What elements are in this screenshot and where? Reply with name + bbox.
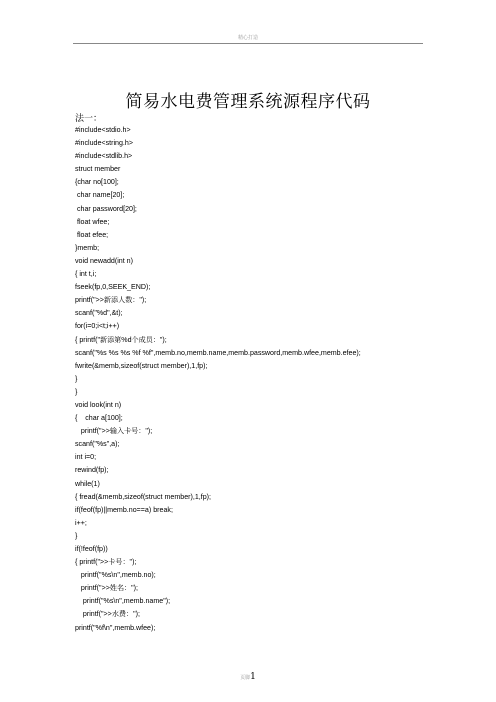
code-line: void newadd(int n) — [75, 256, 133, 265]
code-line: if(feof(fp)||memb.no==a) break; — [75, 505, 173, 514]
code-line: char name[20]; — [75, 191, 125, 200]
code-line: { int t,i; — [75, 270, 97, 279]
footer-label: 页脚 — [240, 675, 251, 681]
document-title: 简易水电费管理系统源程序代码 — [125, 92, 371, 112]
code-line: {char no[100]; — [75, 178, 119, 187]
code-line: printf("%s\n",memb.name"); — [75, 597, 171, 606]
code-line: { fread(&memb,sizeof(struct member),1,fp); — [75, 492, 212, 501]
code-line: printf(">>水费："); — [75, 610, 140, 619]
code-line: scanf("%s %s %s %f %f",memb.no,memb.name,memb.password,memb.wfee,memb.efee); — [75, 348, 361, 357]
code-line: if(!feof(fp)) — [75, 545, 108, 553]
code-line: struct member — [75, 165, 121, 174]
code-line: } — [75, 387, 78, 396]
code-line: float efee; — [75, 230, 109, 239]
code-line: { printf(">>卡号："); — [75, 558, 137, 567]
code-line: while(1) — [75, 479, 100, 488]
code-line: int i=0; — [75, 453, 97, 462]
source-code-block — [75, 124, 425, 635]
code-line: fseek(fp,0,SEEK_END); — [75, 283, 151, 292]
code-line: { printf("新添第%d个成员："); — [75, 335, 167, 344]
code-line: printf(">>输入卡号："); — [75, 427, 153, 436]
code-line: printf("%f\n",memb.wfee); — [75, 623, 156, 632]
code-line: rewind(fp); — [75, 466, 109, 475]
page-header-text: 精心打造 — [237, 35, 258, 41]
code-line: fwrite(&memb,sizeof(struct member),1,fp); — [75, 361, 208, 370]
code-line: scanf("%s",a); — [75, 440, 120, 449]
code-line: #include<string.h> — [75, 139, 133, 148]
code-line: void look(int n) — [75, 400, 122, 409]
code-line: { char a[100]; — [75, 414, 123, 423]
header-divider — [73, 43, 423, 44]
page-footer — [0, 664, 496, 683]
code-line: float wfee; — [75, 217, 110, 226]
code-line: #include<stdio.h> — [75, 126, 131, 134]
code-line: }memb; — [75, 243, 100, 252]
code-line: char password[20]; — [75, 204, 137, 213]
code-line: } — [75, 374, 78, 383]
code-line: printf("%s\n",memb.no); — [75, 571, 156, 580]
code-line: i++; — [75, 518, 87, 527]
code-line: scanf("%d",&t); — [75, 309, 123, 318]
page-number: 1 — [250, 672, 256, 682]
code-line: } — [75, 531, 78, 540]
code-line: for(i=0;i<t;i++) — [75, 322, 120, 331]
code-line: printf(">>新添人数："); — [75, 296, 147, 305]
method-label: 法一： — [75, 114, 103, 124]
code-line: #include<stdlib.h> — [75, 152, 133, 161]
code-line: printf(">>姓名："); — [75, 584, 138, 593]
